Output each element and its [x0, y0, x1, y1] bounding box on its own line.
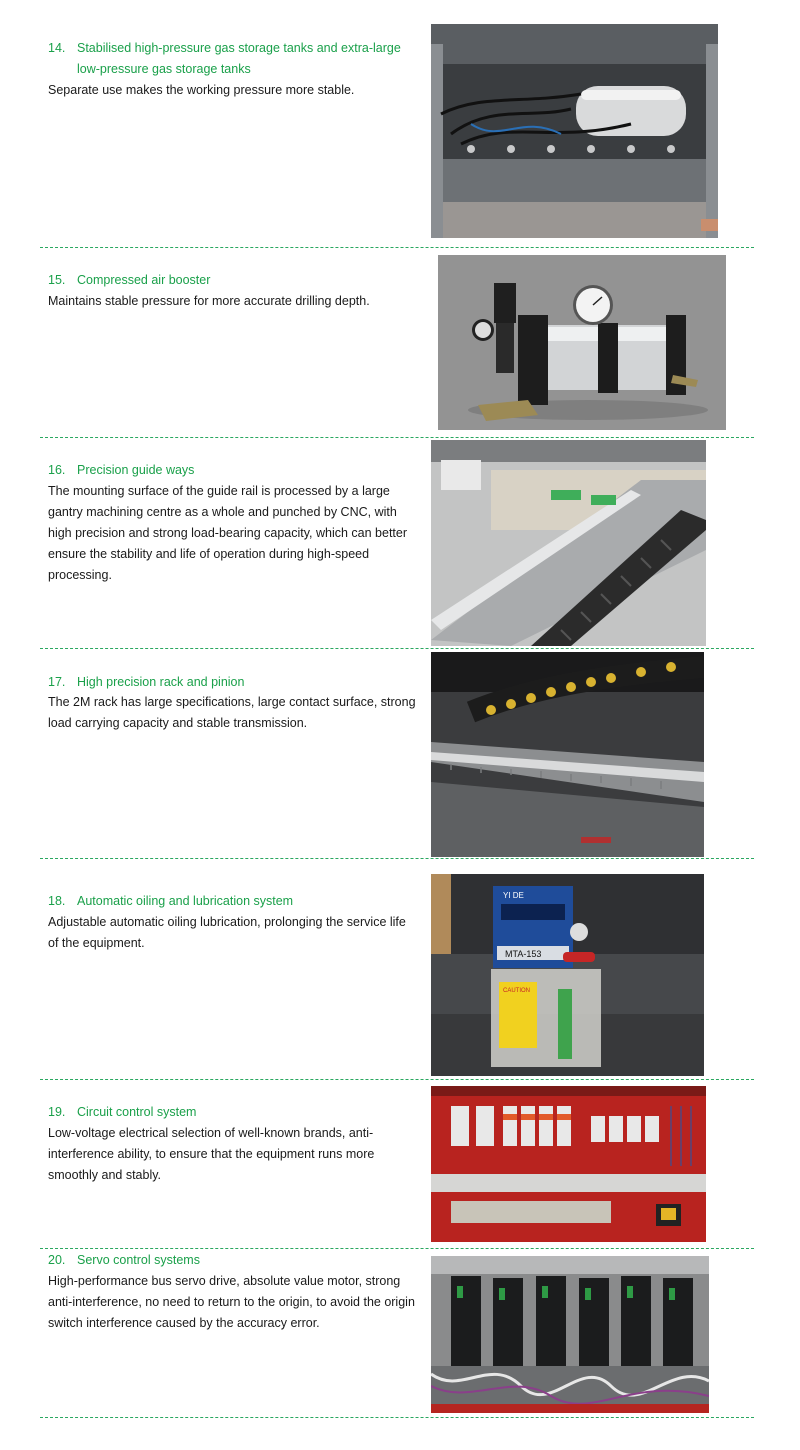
feature-19	[0, 1081, 800, 1249]
model-label: MTA-153	[505, 949, 542, 959]
feature-18	[0, 860, 800, 1080]
feature-title: 15. Compressed air booster	[48, 273, 211, 287]
caution-label: CAUTION	[503, 988, 530, 994]
feature-16	[0, 438, 800, 650]
feature-title: 18. Automatic oiling and lubrication system	[48, 894, 294, 908]
feature-17	[0, 650, 800, 860]
feature-15	[0, 248, 800, 438]
electrical-cabinet-photo	[431, 1086, 706, 1242]
gas-storage-tank-photo	[431, 24, 718, 238]
guide-ways-photo	[431, 440, 706, 646]
brand-label: YI DE	[503, 891, 524, 900]
section-divider	[40, 1417, 754, 1418]
section-divider	[40, 1248, 754, 1249]
servo-drives-photo	[431, 1256, 709, 1413]
rack-and-pinion-photo	[431, 652, 704, 857]
section-divider	[40, 858, 754, 859]
feature-description: Maintains stable pressure for more accurate drilling depth.	[48, 294, 370, 308]
feature-title: 17. High precision rack and pinion	[48, 675, 245, 689]
feature-description: Adjustable automatic oiling lubrication, prolonging the service life of the equipment.	[48, 915, 406, 950]
feature-title: 20. Servo control systems	[48, 1253, 200, 1267]
air-booster-photo	[438, 255, 726, 430]
feature-title: 19. Circuit control system	[48, 1105, 197, 1119]
feature-description: Separate use makes the working pressure more stable.	[48, 83, 355, 97]
feature-description: The 2M rack has large specifications, large contact surface, strong load carrying capacity and stable transmission.	[48, 695, 416, 730]
feature-description: High-performance bus servo drive, absolute value motor, strong anti-interference, no need to return to the origin, to avoid the origin switch interference caused by the accuracy error.	[48, 1274, 415, 1330]
lubrication-pump-photo	[431, 874, 704, 1076]
section-divider	[40, 648, 754, 649]
feature-title: 14. Stabilised high-pressure gas storage tanks and extra-large low-pressure gas storage tanks	[48, 41, 401, 76]
feature-title: 16. Precision guide ways	[48, 463, 195, 477]
feature-20	[0, 1250, 800, 1450]
feature-description: Low-voltage electrical selection of well-known brands, anti-interference ability, to ensure that the equipment runs more smoothly and stably.	[48, 1126, 375, 1182]
feature-description: The mounting surface of the guide rail is processed by a large gantry machining centre as a whole and punched by CNC, with high precision and strong load-bearing capacity, which can better ensure the stability and life of operation during high-speed processing.	[48, 484, 408, 582]
section-divider	[40, 1079, 754, 1080]
feature-14	[0, 0, 800, 248]
